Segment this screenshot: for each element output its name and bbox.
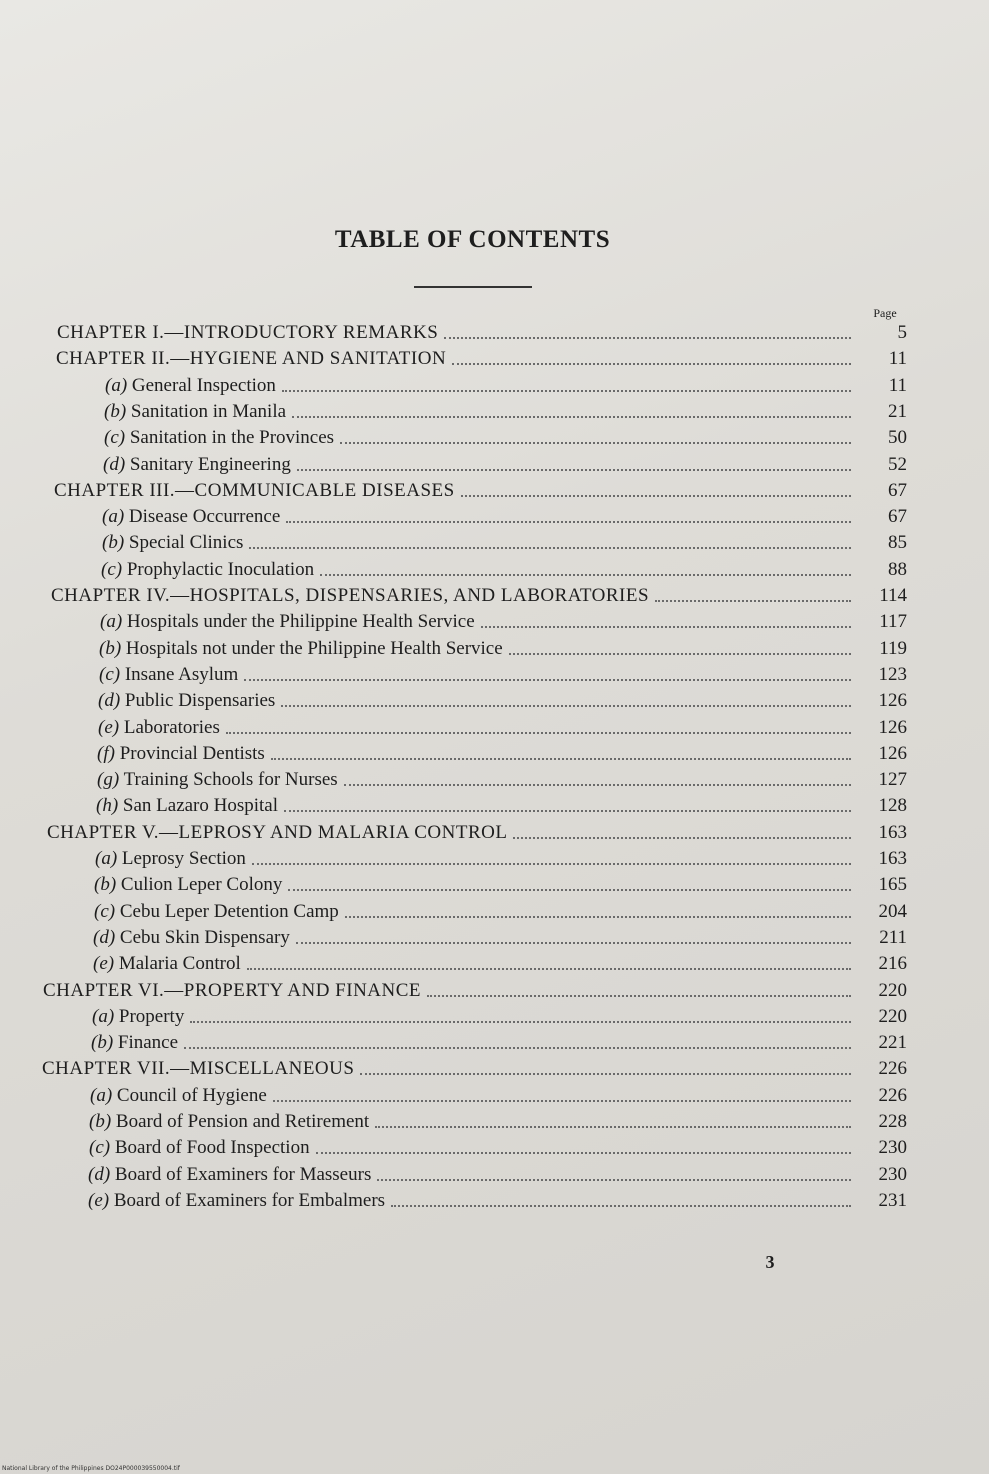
toc-entry-title — [94, 901, 339, 923]
toc-leader-dots — [297, 469, 851, 471]
toc-entry-title — [96, 795, 278, 817]
toc-entry-text: CHAPTER V.—LEPROSY AND MALARIA CONTROL — [47, 821, 508, 843]
page-title: TABLE OF CONTENTS — [334, 226, 611, 253]
toc-entry-marker: (g) — [97, 769, 120, 791]
toc-chapter-row — [56, 346, 907, 370]
toc-leader-dots — [340, 442, 851, 444]
toc-leader-dots — [452, 363, 851, 365]
toc-leader-dots — [184, 1047, 851, 1049]
toc-leader-dots — [316, 1152, 851, 1154]
toc-leader-dots — [377, 1179, 851, 1181]
toc-entry-marker: (b) — [104, 400, 127, 422]
toc-entry-text: Provincial Dentists — [119, 742, 265, 764]
toc-entry-title — [56, 348, 446, 370]
toc-entry-title — [95, 848, 246, 870]
toc-leader-dots — [281, 705, 851, 707]
toc-section-row — [103, 452, 907, 476]
toc-leader-dots — [286, 521, 851, 523]
footer-stamp: National Library of the Philippines DO24P000039550004.tif — [2, 1465, 180, 1472]
toc-entry-title — [91, 1032, 178, 1054]
toc-entry-text: Sanitation in the Provinces — [129, 427, 335, 449]
toc-entry-page: 163 — [878, 821, 907, 843]
toc-entry-text: Finance — [117, 1032, 179, 1054]
toc-leader-dots — [284, 810, 851, 812]
toc-entry-title — [99, 664, 238, 686]
toc-entry-marker: (d) — [93, 926, 116, 948]
toc-chapter-row — [54, 478, 907, 502]
toc-entry-title — [47, 822, 507, 844]
toc-entry-title — [94, 874, 282, 896]
toc-entry-marker: (a) — [102, 506, 125, 528]
toc-entry-title — [43, 980, 421, 1002]
toc-entry-text: Hospitals not under the Philippine Health Service — [125, 637, 503, 659]
toc-entry-title — [93, 927, 290, 949]
toc-entry-page: 52 — [888, 453, 907, 475]
toc-entry-title — [98, 690, 275, 712]
toc-section-row — [89, 1109, 907, 1133]
toc-section-row — [99, 636, 907, 660]
toc-entry-page: 221 — [878, 1032, 907, 1054]
toc-entry-title — [92, 1006, 184, 1028]
toc-entry-text: Insane Asylum — [124, 663, 239, 685]
toc-leader-dots — [271, 758, 851, 760]
toc-entry-text: Sanitary Engineering — [129, 453, 291, 475]
toc-entry-page: 114 — [879, 585, 907, 606]
toc-entry-marker: (d) — [88, 1163, 111, 1185]
toc-entry-text: Public Dispensaries — [124, 690, 276, 712]
toc-entry-marker: (e) — [93, 953, 115, 975]
toc-entry-page: 67 — [888, 506, 907, 528]
toc-leader-dots — [292, 416, 851, 418]
toc-entry-marker: (b) — [91, 1032, 114, 1054]
toc-entry-text: Hospitals under the Philippine Health Service — [126, 611, 475, 633]
toc-entry-title — [102, 532, 243, 554]
toc-entry-text: Cebu Skin Dispensary — [119, 926, 290, 948]
toc-leader-dots — [345, 916, 851, 918]
toc-entry-title — [104, 427, 334, 449]
toc-entry-title — [51, 585, 649, 607]
toc-section-row — [102, 530, 907, 554]
toc-entry-page: 228 — [878, 1111, 907, 1132]
toc-entry-page: 119 — [879, 637, 907, 659]
toc-section-row — [104, 399, 907, 423]
toc-entry-page: 123 — [878, 663, 907, 685]
toc-chapter-row — [47, 820, 907, 844]
toc-entry-title — [88, 1164, 371, 1186]
toc-entry-title — [97, 743, 265, 765]
toc-entry-marker: (b) — [99, 637, 122, 659]
toc-entry-text: CHAPTER II.—HYGIENE AND SANITATION — [56, 348, 447, 370]
toc-entry-page: 5 — [897, 322, 907, 343]
toc-section-row — [101, 557, 907, 581]
toc-entry-marker: (a) — [100, 611, 123, 633]
toc-entry-page: 117 — [879, 611, 907, 633]
toc-section-row — [88, 1162, 907, 1186]
toc-entry-marker: (h) — [96, 795, 119, 817]
toc-section-row — [91, 1030, 907, 1054]
toc-entry-text: Board of Pension and Retirement — [115, 1111, 370, 1132]
toc-entry-title — [89, 1111, 369, 1133]
toc-chapter-row — [51, 583, 907, 607]
toc-entry-text: CHAPTER III.—COMMUNICABLE DISEASES — [54, 479, 455, 501]
page-column-header: Page — [873, 306, 897, 320]
toc-entry-title — [89, 1137, 310, 1159]
toc-leader-dots — [273, 1100, 851, 1102]
toc-entry-text: CHAPTER VII.—MISCELLANEOUS — [42, 1058, 355, 1080]
toc-leader-dots — [252, 863, 851, 865]
toc-chapter-row — [43, 978, 907, 1002]
toc-entry-marker: (a) — [90, 1084, 113, 1106]
toc-entry-text: Laboratories — [123, 716, 220, 738]
toc-section-row — [104, 425, 907, 449]
toc-section-row — [93, 925, 907, 949]
toc-entry-text: Disease Occurrence — [128, 506, 281, 528]
toc-section-row — [98, 715, 907, 739]
toc-leader-dots — [481, 626, 851, 628]
toc-entry-text: Board of Examiners for Embalmers — [113, 1189, 386, 1211]
toc-entry-title — [93, 953, 241, 975]
toc-entry-title — [99, 638, 503, 660]
toc-leader-dots — [509, 653, 851, 655]
toc-leader-dots — [444, 337, 851, 339]
toc-section-row — [97, 741, 907, 765]
toc-leader-dots — [190, 1021, 851, 1023]
toc-entry-page: 21 — [888, 400, 907, 422]
toc-entry-title — [105, 375, 276, 397]
toc-entry-marker: (d) — [98, 690, 121, 712]
toc-entry-page: 230 — [878, 1163, 907, 1185]
toc-entry-page: 127 — [878, 769, 907, 791]
toc-chapter-row — [57, 320, 907, 344]
toc-entry-page: 128 — [878, 795, 907, 817]
toc-entry-page: 226 — [878, 1058, 907, 1080]
toc-entry-marker: (a) — [92, 1005, 115, 1027]
toc-entry-page: 204 — [878, 900, 907, 922]
toc-entry-marker: (b) — [89, 1111, 112, 1132]
toc-leader-dots — [288, 889, 851, 891]
toc-leader-dots — [282, 390, 851, 392]
toc-section-row — [92, 1004, 907, 1028]
toc-entry-page: 85 — [888, 532, 907, 554]
toc-entry-page: 11 — [888, 374, 907, 396]
toc-entry-marker: (c) — [99, 663, 121, 685]
toc-entry-marker: (e) — [98, 716, 120, 738]
toc-chapter-row — [42, 1056, 907, 1080]
toc-entry-marker: (e) — [88, 1189, 110, 1211]
toc-section-row — [99, 662, 907, 686]
toc-entry-page: 11 — [888, 348, 907, 370]
toc-section-row — [100, 609, 907, 633]
toc-entry-marker: (c) — [94, 900, 116, 922]
toc-entry-page: 67 — [888, 479, 907, 501]
toc-entry-marker: (c) — [89, 1137, 111, 1159]
toc-entry-title — [100, 611, 475, 633]
toc-entry-page: 231 — [878, 1189, 907, 1211]
toc-entry-page: 230 — [878, 1137, 907, 1159]
toc-entry-page: 50 — [888, 427, 907, 449]
toc-entry-page: 126 — [878, 742, 907, 764]
toc-entry-page: 226 — [878, 1084, 907, 1106]
toc-entry-text: CHAPTER I.—INTRODUCTORY REMARKS — [57, 322, 439, 343]
toc-entry-text: Board of Food Inspection — [114, 1137, 310, 1159]
toc-section-row — [88, 1188, 907, 1212]
toc-entry-title — [101, 559, 314, 581]
toc-leader-dots — [344, 784, 851, 786]
toc-leader-dots — [226, 732, 851, 734]
toc-entry-page: 126 — [878, 690, 907, 712]
toc-entry-title — [104, 401, 286, 423]
toc-section-row — [90, 1083, 907, 1107]
toc-entry-title — [42, 1058, 354, 1080]
toc-leader-dots — [391, 1205, 851, 1207]
toc-entry-page: 88 — [888, 558, 907, 580]
toc-section-row — [98, 688, 907, 712]
page-number: 3 — [765, 1252, 775, 1272]
toc-entry-text: Training Schools for Nurses — [123, 769, 338, 791]
toc-section-row — [94, 899, 907, 923]
toc-leader-dots — [249, 547, 851, 549]
toc-entry-marker: (c) — [104, 427, 126, 449]
toc-entry-page: 165 — [878, 874, 907, 896]
toc-entry-text: Cebu Leper Detention Camp — [119, 900, 339, 922]
toc-entry-text: Property — [118, 1005, 185, 1027]
toc-entry-marker: (b) — [102, 532, 125, 554]
toc-entry-text: CHAPTER VI.—PROPERTY AND FINANCE — [43, 979, 422, 1001]
toc-entry-text: San Lazaro Hospital — [122, 795, 279, 817]
toc-entry-text: Board of Examiners for Masseurs — [114, 1163, 372, 1185]
toc-section-row — [102, 504, 907, 528]
toc-entry-text: Culion Leper Colony — [120, 874, 283, 896]
toc-section-row — [94, 872, 907, 896]
toc-entry-title — [88, 1190, 385, 1212]
toc-entry-marker: (b) — [94, 874, 117, 896]
toc-leader-dots — [360, 1073, 851, 1075]
toc-entry-marker: (c) — [101, 558, 123, 580]
toc-entry-marker: (f) — [97, 742, 115, 764]
toc-entry-text: Sanitation in Manila — [130, 400, 287, 422]
toc-entry-title — [90, 1085, 267, 1107]
toc-entry-title — [57, 322, 438, 344]
toc-section-row — [89, 1135, 907, 1159]
toc-entry-text: Prophylactic Inoculation — [126, 558, 315, 580]
toc-leader-dots — [296, 942, 851, 944]
toc-entry-page: 126 — [878, 716, 907, 738]
toc-entry-text: General Inspection — [131, 374, 276, 396]
toc-entry-marker: (d) — [103, 453, 126, 475]
toc-entry-title — [54, 480, 455, 502]
toc-leader-dots — [247, 968, 851, 970]
toc-entry-text: Council of Hygiene — [116, 1084, 267, 1106]
toc-entry-page: 220 — [878, 979, 907, 1001]
toc-section-row — [93, 951, 907, 975]
toc-leader-dots — [655, 600, 851, 602]
toc-entry-marker: (a) — [105, 374, 128, 396]
title-rule — [414, 286, 532, 288]
toc-entry-page: 211 — [879, 926, 907, 948]
toc-entry-title — [102, 506, 280, 528]
toc-entry-page: 216 — [878, 953, 907, 975]
toc-entry-title — [103, 454, 291, 476]
toc-entry-text: Malaria Control — [118, 953, 241, 975]
toc-entry-title — [98, 717, 220, 739]
toc-section-row — [95, 846, 907, 870]
toc-entry-marker: (a) — [95, 848, 118, 869]
toc-entry-text: Leprosy Section — [121, 848, 246, 869]
toc-leader-dots — [513, 837, 851, 839]
toc-leader-dots — [427, 995, 851, 997]
toc-leader-dots — [320, 574, 851, 576]
toc-entry-page: 163 — [878, 848, 907, 869]
toc-section-row — [96, 793, 907, 817]
toc-leader-dots — [461, 495, 851, 497]
toc-section-row — [105, 373, 907, 397]
toc-entry-page: 220 — [878, 1005, 907, 1027]
toc-leader-dots — [375, 1126, 851, 1128]
toc-section-row — [97, 767, 907, 791]
toc-entry-title — [97, 769, 338, 791]
toc-entry-text: Special Clinics — [128, 532, 244, 554]
toc-entry-text: CHAPTER IV.—HOSPITALS, DISPENSARIES, AND LABORATORIES — [51, 585, 650, 606]
toc-leader-dots — [244, 679, 851, 681]
